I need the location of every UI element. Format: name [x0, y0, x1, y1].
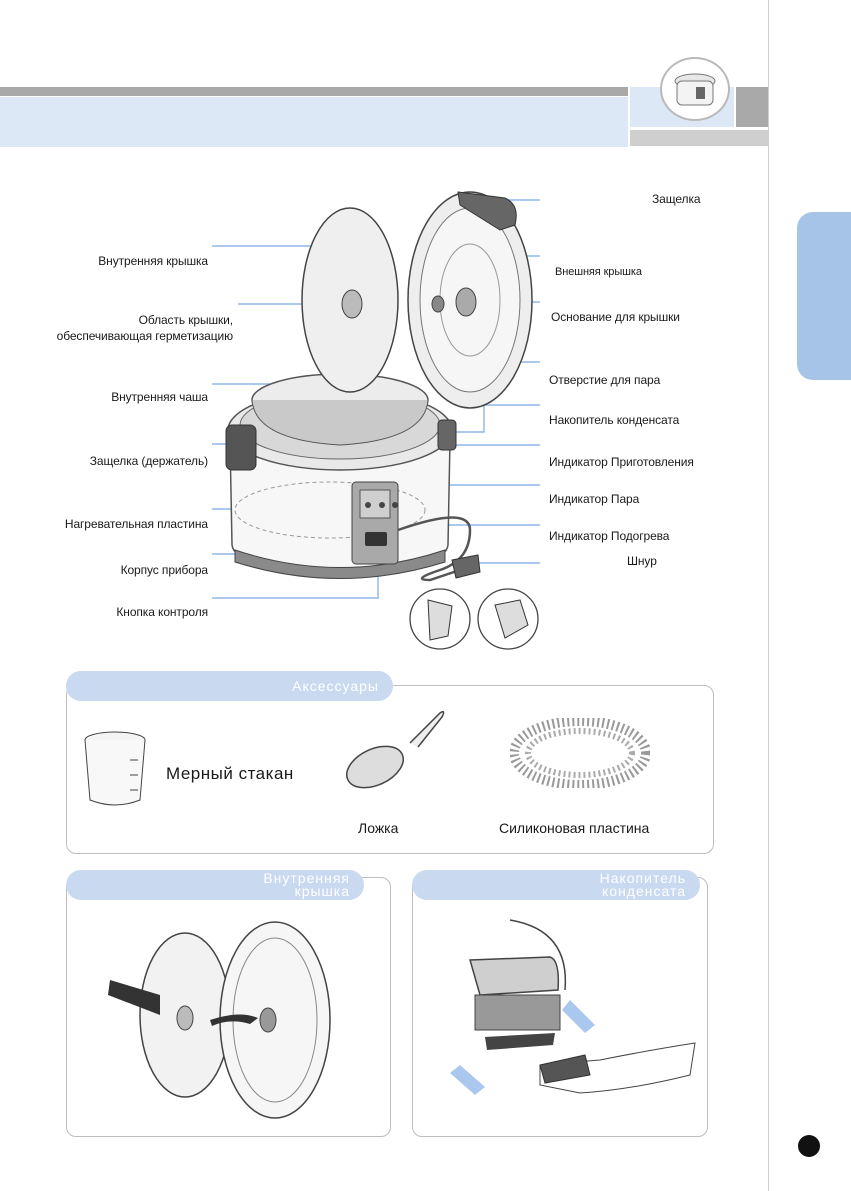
condensate-illustration — [440, 915, 705, 1115]
header-right-grey-block — [736, 87, 768, 127]
rice-cooker-thumbnail-icon — [660, 57, 730, 121]
label-latch: Защелка — [652, 192, 701, 206]
inner-lid-illustration — [100, 920, 340, 1130]
condensate-panel-title — [412, 870, 700, 900]
header-grey-bar — [0, 87, 628, 96]
label-condensate-collector: Накопитель конденсата — [549, 413, 680, 427]
page-number-marker — [798, 1135, 820, 1157]
accessories-title: Аксессуары — [66, 671, 393, 701]
label-inner-lid: Внутренняя крышка — [98, 254, 208, 268]
silicone-plate-icon — [510, 718, 650, 788]
label-seal-area-line1: Область крышки, — [138, 313, 233, 327]
label-heating-plate: Нагревательная пластина — [64, 517, 208, 531]
measuring-cup-icon — [80, 730, 155, 810]
label-lid-base: Основание для крышки — [551, 310, 680, 324]
label-control-button: Кнопка контроля — [116, 605, 208, 619]
label-cord: Шнур — [627, 554, 657, 568]
header-right-grey-strip — [630, 130, 768, 146]
label-steam-vent: Отверстие для пара — [549, 373, 661, 387]
label-body: Корпус прибора — [120, 563, 208, 577]
label-inner-bowl: Внутренняя чаша — [111, 390, 208, 404]
condensate-title-line1: Накопитель — [599, 870, 686, 886]
inner-lid-panel-title — [66, 870, 364, 900]
label-cooking-indicator: Индикатор Приготовления — [549, 455, 694, 469]
label-steam-indicator: Индикатор Пара — [549, 492, 640, 506]
accessory-silicone-plate: Силиконовая пластина — [499, 820, 650, 836]
condensate-title-line2: конденсата — [601, 883, 686, 899]
label-warm-indicator: Индикатор Подогрева — [549, 529, 670, 543]
inner-lid-title-line1: Внутренняя — [263, 870, 350, 886]
header-title-band — [0, 97, 628, 147]
label-seal-area-line2: обеспечивающая герметизацию — [56, 329, 233, 343]
accessory-spoon: Ложка — [358, 820, 399, 836]
label-latch-holder: Защелка (держатель) — [89, 454, 208, 468]
label-outer-lid: Внешняя крышка — [555, 266, 642, 278]
inner-lid-title-line2: крышка — [294, 883, 350, 899]
accessory-measuring-cup: Мерный стакан — [166, 764, 294, 783]
section-tab — [797, 212, 851, 380]
spoon-icon — [340, 705, 450, 790]
